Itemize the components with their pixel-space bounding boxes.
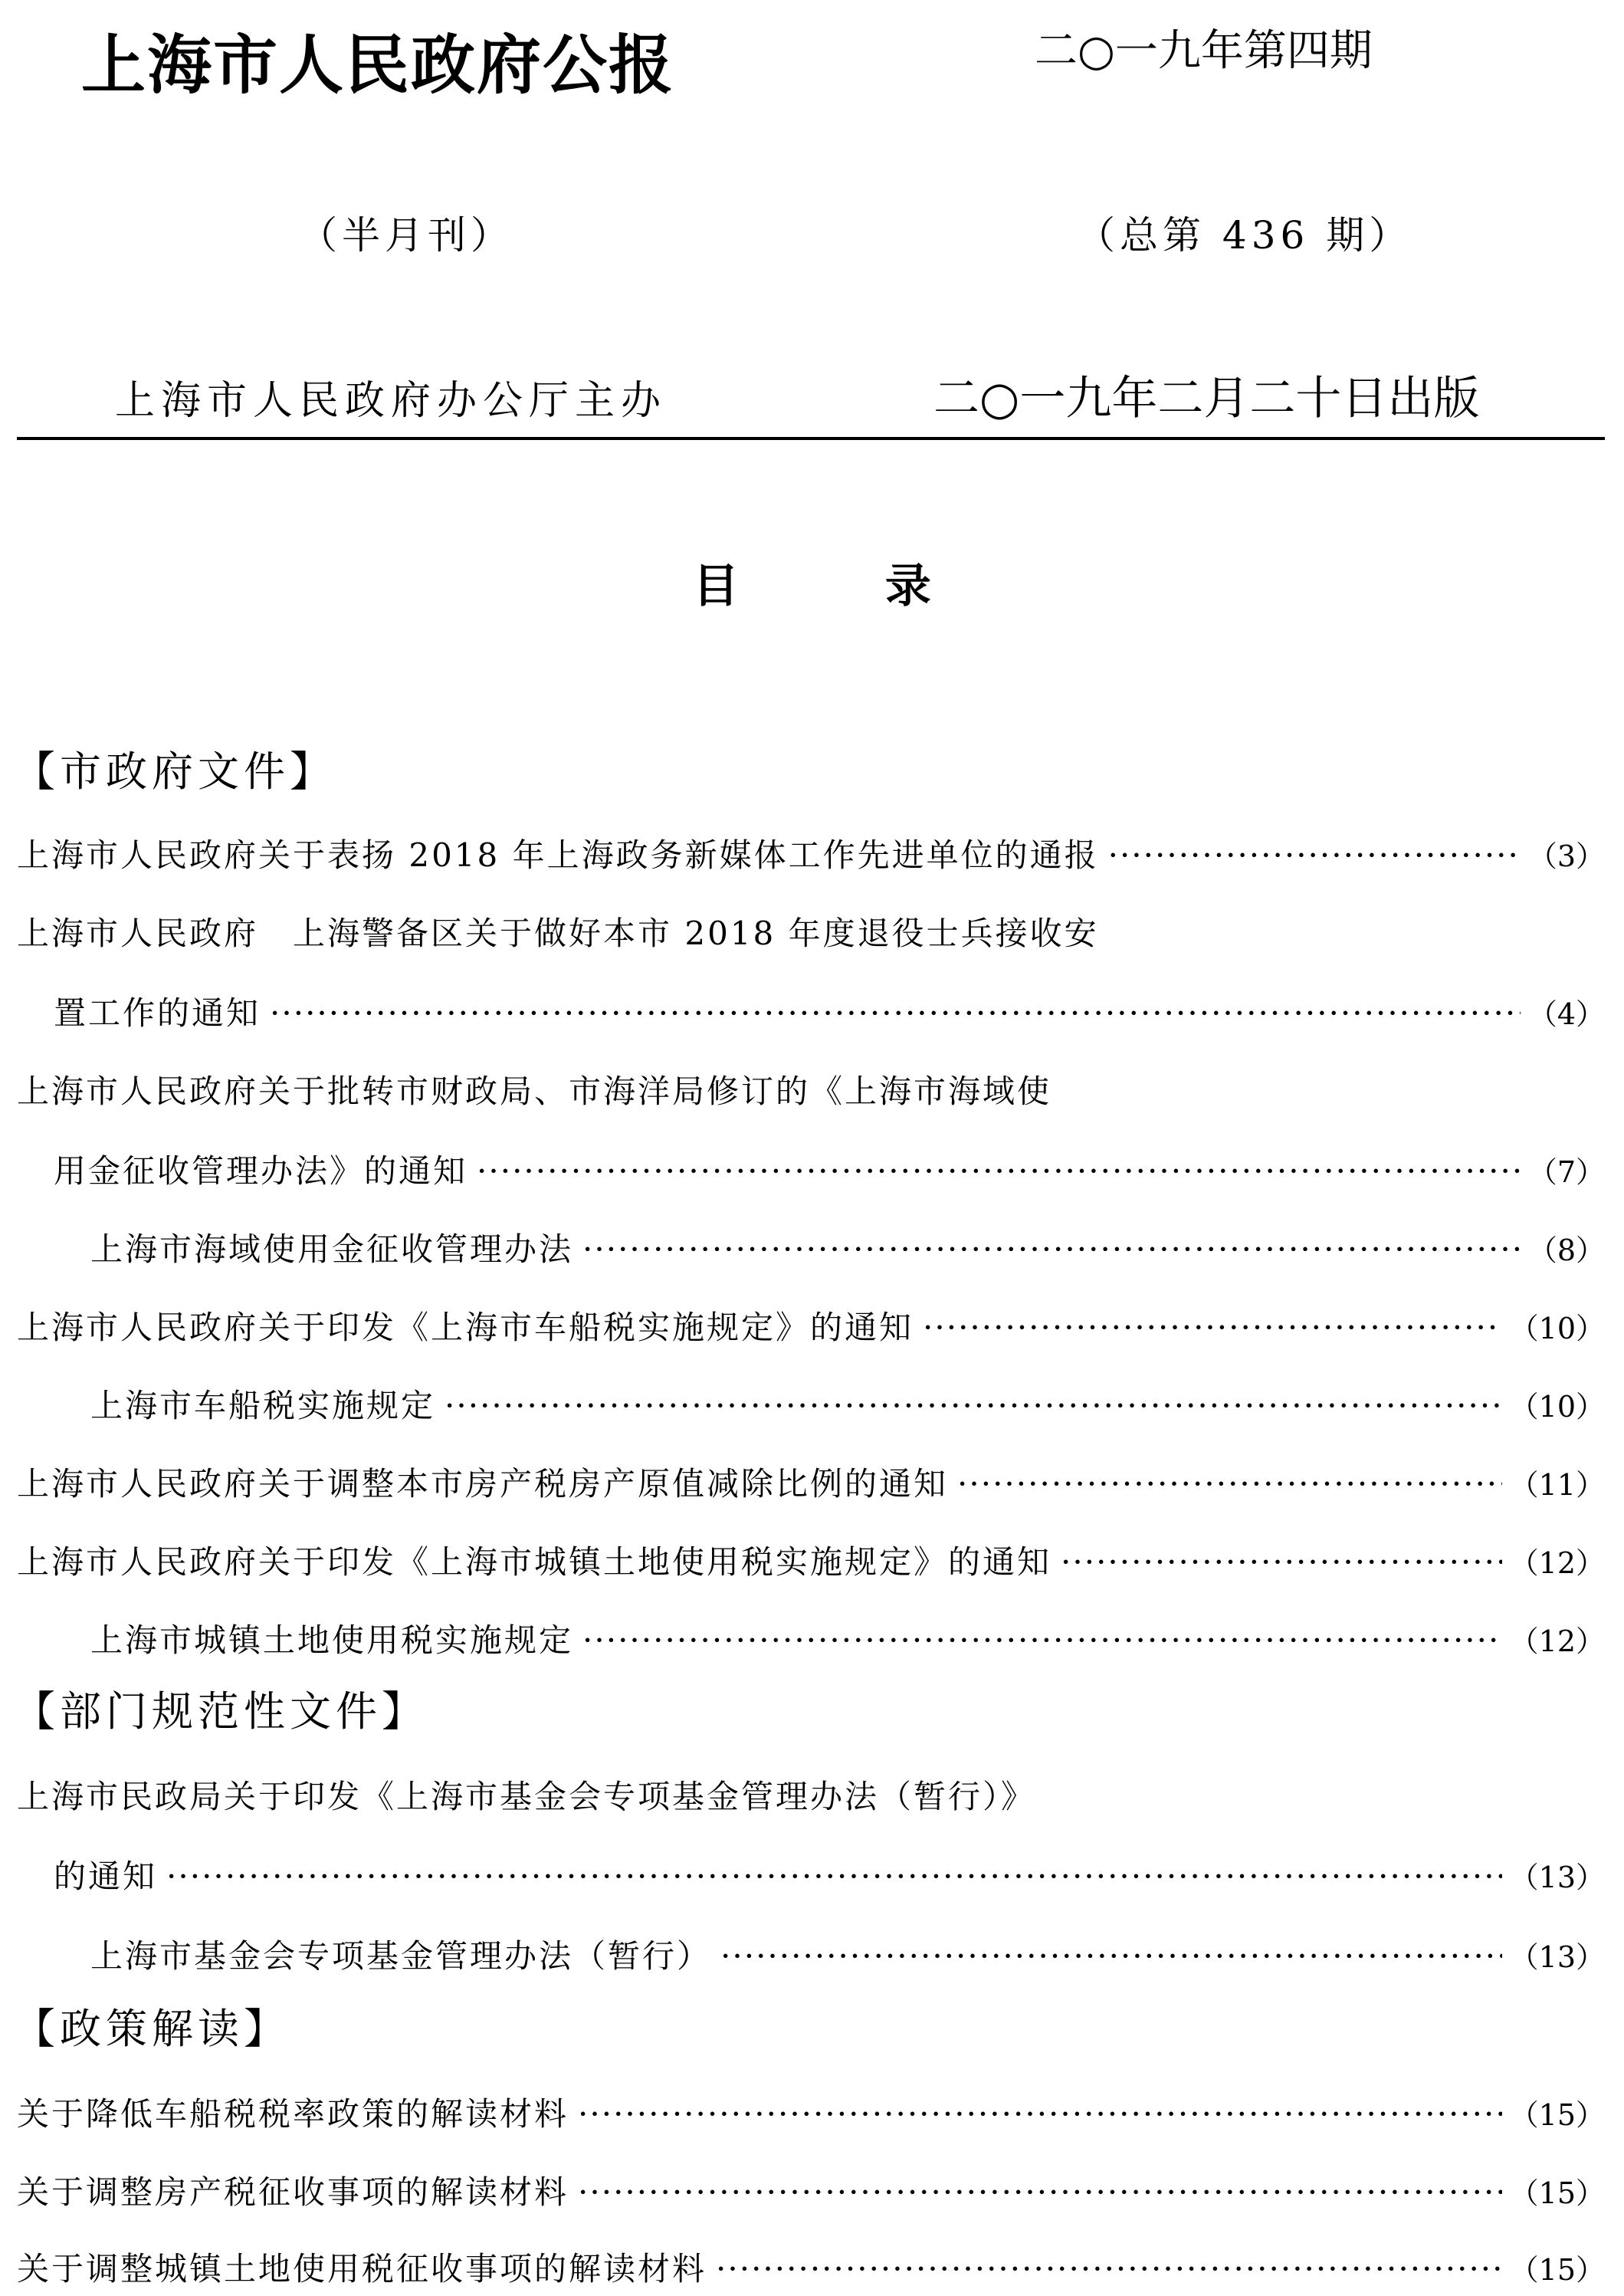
toc-entry[interactable] <box>17 1538 1605 1587</box>
dot-leader <box>582 1225 1521 1274</box>
toc-entry-page: （12） <box>1509 1624 1605 1658</box>
dot-leader <box>1108 831 1521 880</box>
header-divider <box>17 437 1605 440</box>
toc-entry-title: 上海市人民政府关于印发《上海市城镇土地使用税实施规定》的通知 <box>17 1543 1052 1581</box>
dot-leader <box>720 1932 1502 1981</box>
toc-entry-page: （15） <box>1509 2253 1605 2287</box>
toc-entry-page: （10） <box>1509 1390 1605 1424</box>
toc-entry-title: 上海市海域使用金征收管理办法 <box>90 1230 574 1268</box>
toc-subentry[interactable] <box>90 1225 1605 1274</box>
toc-entry[interactable] <box>17 2168 1605 2217</box>
toc-entry-title-line1[interactable]: 上海市人民政府关于批转市财政局、市海洋局修订的《上海市海域使 <box>17 1072 1052 1110</box>
dot-leader <box>270 989 1521 1038</box>
toc-entry-title-line1[interactable]: 上海市民政局关于印发《上海市基金会专项基金管理办法（暂行）》 <box>17 1778 1036 1815</box>
dot-leader <box>716 2245 1502 2294</box>
toc-entry-title: 上海市人民政府关于印发《上海市车船税实施规定》的通知 <box>17 1309 914 1346</box>
toc-entry-title: 关于调整城镇土地使用税征收事项的解读材料 <box>17 2250 707 2288</box>
toc-entry-title: 上海市基金会专项基金管理办法（暂行） <box>90 1937 712 1975</box>
toc-entry-page: （8） <box>1527 1233 1605 1267</box>
toc-entry-title: 的通知 <box>54 1857 158 1895</box>
dot-leader <box>166 1852 1502 1901</box>
dot-leader <box>1061 1538 1502 1587</box>
sponsor-line: 上海市人民政府办公厅主办 <box>115 378 668 424</box>
section-heading-city-government-documents: 【市政府文件】 <box>14 747 336 796</box>
toc-entry-title: 关于降低车船税税率政策的解读材料 <box>17 2095 569 2133</box>
toc-entry-title: 置工作的通知 <box>54 994 261 1032</box>
toc-entry-page: （12） <box>1509 1546 1605 1580</box>
dot-leader <box>578 2090 1502 2139</box>
dot-leader <box>582 1616 1502 1665</box>
toc-entry[interactable] <box>17 2245 1605 2294</box>
toc-entry[interactable] <box>17 1303 1605 1352</box>
toc-entry[interactable] <box>17 831 1605 880</box>
dot-leader <box>477 1147 1521 1196</box>
toc-subentry[interactable] <box>90 1381 1605 1430</box>
toc-entry-page: （15） <box>1509 2098 1605 2132</box>
masthead-title: 上海市人民政府公报 <box>81 28 675 103</box>
toc-subentry[interactable] <box>90 1616 1605 1665</box>
toc-entry-page: （4） <box>1527 997 1605 1031</box>
toc-entry[interactable] <box>54 1852 1605 1901</box>
issue-number: 二○一九年第四期 <box>1035 26 1373 76</box>
dot-leader <box>923 1303 1502 1352</box>
dot-leader <box>445 1381 1502 1430</box>
dot-leader <box>957 1460 1502 1509</box>
toc-entry-title: 上海市人民政府关于表扬 2018 年上海政务新媒体工作先进单位的通报 <box>17 836 1099 874</box>
toc-subentry[interactable] <box>90 1932 1605 1981</box>
toc-entry-page: （13） <box>1509 1861 1605 1894</box>
publication-frequency: （半月刊） <box>299 213 513 258</box>
toc-entry-page: （11） <box>1509 1468 1605 1502</box>
toc-entry-title: 上海市城镇土地使用税实施规定 <box>90 1621 574 1659</box>
total-issue-number: （总第 436 期） <box>1077 213 1412 258</box>
toc-title: 目 录 <box>693 560 931 613</box>
toc-entry[interactable] <box>54 989 1605 1038</box>
toc-entry-title: 上海市车船税实施规定 <box>90 1387 436 1424</box>
toc-entry[interactable] <box>17 2090 1605 2139</box>
toc-entry-title-line1[interactable]: 上海市人民政府 上海警备区关于做好本市 2018 年度退役士兵接收安 <box>17 915 1099 952</box>
section-heading-department-normative-documents: 【部门规范性文件】 <box>14 1687 428 1736</box>
publication-date: 二○一九年二月二十日出版 <box>933 372 1480 425</box>
toc-entry[interactable] <box>54 1147 1605 1196</box>
toc-entry-page: （10） <box>1509 1312 1605 1345</box>
dot-leader <box>578 2168 1502 2217</box>
toc-entry[interactable] <box>17 1460 1605 1509</box>
toc-entry-page: （13） <box>1509 1940 1605 1974</box>
toc-entry-title: 关于调整房产税征收事项的解读材料 <box>17 2173 569 2211</box>
toc-entry-page: （7） <box>1527 1155 1605 1189</box>
section-heading-policy-interpretation: 【政策解读】 <box>14 2005 290 2053</box>
toc-entry-title: 上海市人民政府关于调整本市房产税房产原值减除比例的通知 <box>17 1465 949 1503</box>
toc-entry-title: 用金征收管理办法》的通知 <box>54 1152 468 1190</box>
toc-entry-page: （3） <box>1527 839 1605 873</box>
toc-entry-page: （15） <box>1509 2176 1605 2210</box>
